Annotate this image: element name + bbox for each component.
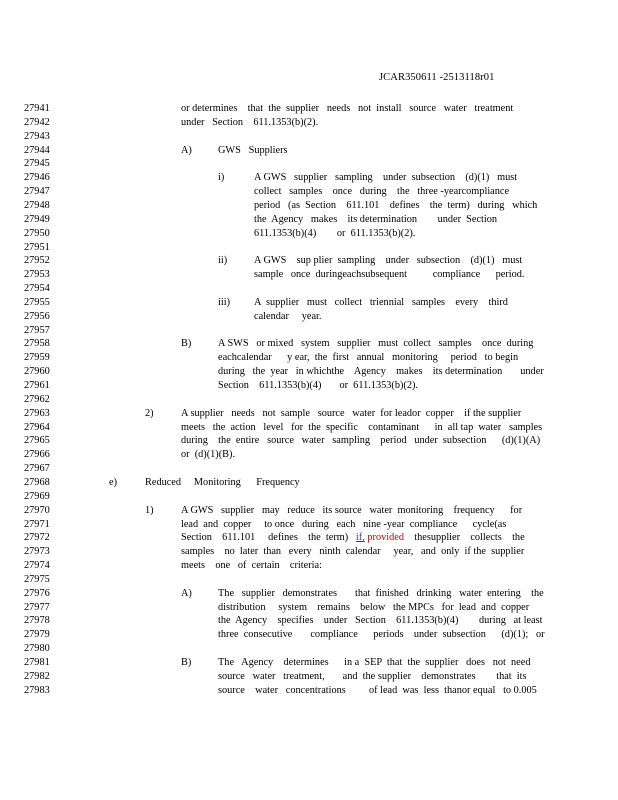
line-text: B) <box>181 338 192 350</box>
line-number: 27961 <box>24 380 50 391</box>
text-line <box>0 573 618 587</box>
text-line <box>0 254 618 268</box>
text-line <box>0 545 618 559</box>
text-line <box>0 421 618 435</box>
line-text: during the year in whichthe Agency makes its determination under <box>218 366 544 378</box>
text-line <box>0 379 618 393</box>
line-text: meets the action level for the specific contaminant in all tap water samples <box>181 421 543 433</box>
line-text: or (d)(1)(B). <box>181 449 236 461</box>
line-number: 27941 <box>24 103 50 114</box>
line-number: 27970 <box>24 504 50 516</box>
line-text: 611.1353(b)(4) or 611.1353(b)(2). <box>254 227 416 239</box>
text-line <box>0 462 618 476</box>
text-line <box>0 656 618 670</box>
line-text: eachcalendar y ear, the first annual monitoring period to begin <box>218 352 519 364</box>
line-text: A) <box>181 144 192 156</box>
text-line <box>0 310 618 324</box>
text-line <box>0 337 618 351</box>
line-number: 27974 <box>24 560 50 572</box>
line-number: 27946 <box>24 172 50 184</box>
line-number: 27966 <box>24 449 50 461</box>
line-number: 27952 <box>24 255 50 267</box>
text-line <box>0 296 618 310</box>
line-text: 1) <box>145 504 154 516</box>
text-line <box>0 407 618 421</box>
line-number: 27976 <box>24 587 50 599</box>
line-text: A) <box>181 587 192 599</box>
line-text: A GWS supplier sampling under subsection (d)(1) must <box>254 172 518 184</box>
line-number: 27957 <box>24 324 50 336</box>
text-line <box>0 324 618 338</box>
line-text: The supplier demonstrates that finished drinking water entering the <box>218 587 544 599</box>
line-text: A GWS sup plier sampling under subsection (d)(1) must <box>254 255 523 267</box>
line-number: 27962 <box>24 393 50 405</box>
line-number: 27943 <box>24 130 50 142</box>
line-text: A SWS or mixed system supplier must collect samples once during <box>218 338 534 350</box>
line-number: 27942 <box>24 116 50 128</box>
line-text: calendar year. <box>254 310 322 322</box>
line-text: Reduced Monitoring Frequency <box>145 476 300 488</box>
line-text: distribution system remains below the MPCs for lead and copper <box>218 601 530 613</box>
line-text: B) <box>181 657 192 668</box>
line-text: three consecutive compliance periods under subsection (d)(1); or <box>218 629 545 641</box>
line-text: collect samples once during the three -yearcompliance <box>254 186 510 198</box>
line-text: under Section 611.1353(b)(2). <box>181 116 319 128</box>
text-line <box>0 434 618 448</box>
text-line <box>0 642 618 656</box>
line-text: e) <box>109 476 117 488</box>
line-number: 27965 <box>24 435 50 447</box>
text-line <box>0 365 618 379</box>
line-text: meets one of certain criteria: <box>181 560 322 572</box>
document-header: JCAR350611 -2513118r01 <box>379 72 495 83</box>
line-number: 27958 <box>24 338 50 350</box>
text-line <box>0 628 618 642</box>
line-text: lead and copper to once during each nine -year compliance cycle(as <box>181 518 507 530</box>
line-number: 27979 <box>24 629 50 641</box>
text-line <box>0 171 618 185</box>
line-text: source water concentrations of lead was less thanor equal to 0.005 <box>218 684 537 696</box>
line-number: 27972 <box>24 532 50 544</box>
inserted-text: if, <box>355 532 365 544</box>
text-line <box>0 601 618 615</box>
line-text: Section 611.1353(b)(4) or 611.1353(b)(2). <box>218 380 418 391</box>
text-line <box>0 587 618 601</box>
text-line <box>0 268 618 282</box>
text-line <box>0 614 618 628</box>
line-text: during the entire source water sampling period under subsection (d)(1)(A) <box>181 435 541 447</box>
line-text: the Agency specifies under Section 611.1353(b)(4) during at least <box>218 615 543 627</box>
line-number: 27982 <box>24 670 50 682</box>
line-number: 27980 <box>24 643 50 655</box>
line-number: 27951 <box>24 241 50 253</box>
text-line <box>0 130 618 144</box>
line-text: A supplier needs not sample source water for leador copper if the supplier <box>181 407 522 419</box>
text-line <box>0 227 618 241</box>
line-number: 27959 <box>24 352 50 364</box>
text-line <box>0 448 618 462</box>
line-number: 27947 <box>24 186 50 198</box>
line-number: 27950 <box>24 227 50 239</box>
line-number: 27978 <box>24 615 50 627</box>
line-number: 27977 <box>24 601 50 613</box>
line-number: 27981 <box>24 657 50 668</box>
line-number: 27949 <box>24 213 50 225</box>
line-number: 27944 <box>24 144 50 156</box>
line-number: 27963 <box>24 407 50 419</box>
text-line <box>0 185 618 199</box>
line-text: A supplier must collect triennial samples every third <box>254 296 508 308</box>
line-text: A GWS supplier may reduce its source water monitoring frequency for <box>181 504 523 516</box>
line-number: 27967 <box>24 463 50 475</box>
text-line <box>0 241 618 255</box>
text-line <box>0 199 618 213</box>
line-number: 27975 <box>24 573 50 585</box>
text-line <box>0 116 618 130</box>
text-line <box>0 531 618 545</box>
deleted-text: provided <box>364 532 404 544</box>
line-text: 2) <box>145 407 154 419</box>
line-text: or determines that the supplier needs not install source water treatment <box>181 103 514 114</box>
text-line <box>0 504 618 518</box>
line-number: 27955 <box>24 296 50 308</box>
text-line <box>0 684 618 698</box>
line-text: The Agency determines in a SEP that the supplier does not need <box>218 657 531 668</box>
line-number: 27945 <box>24 158 50 170</box>
line-text: i) <box>218 172 225 184</box>
line-number: 27969 <box>24 490 50 502</box>
line-text: sample once duringeachsubsequent compliance period. <box>254 269 525 281</box>
line-text: iii) <box>218 296 231 308</box>
line-text: the Agency makes its determination under Section <box>254 213 498 225</box>
line-text: source water treatment, and the supplier demonstrates that its <box>218 670 527 682</box>
text-line <box>0 102 618 116</box>
text-line <box>0 559 618 573</box>
line-text: GWS Suppliers <box>218 144 288 156</box>
line-number: 27953 <box>24 269 50 281</box>
text-line <box>0 476 618 490</box>
text-line <box>0 351 618 365</box>
line-number: 27973 <box>24 546 50 558</box>
text-line <box>0 393 618 407</box>
text-line <box>0 213 618 227</box>
line-number: 27983 <box>24 684 50 696</box>
line-number: 27954 <box>24 283 50 295</box>
line-text: samples no later than every ninth calendar year, and only if the supplier <box>181 546 525 558</box>
line-text: ii) <box>218 255 228 267</box>
text-line <box>0 670 618 684</box>
text-line <box>0 518 618 532</box>
text-line <box>0 157 618 171</box>
text-line <box>0 282 618 296</box>
line-number: 27964 <box>24 421 50 433</box>
text-line <box>0 490 618 504</box>
line-number: 27956 <box>24 310 50 322</box>
line-number: 27971 <box>24 518 50 530</box>
line-text: Section 611.101 defines the term) if, provided thesupplier collects the <box>181 532 525 544</box>
text-line <box>0 144 618 158</box>
line-text: period (as Section 611.101 defines the term) during which <box>254 199 538 211</box>
line-number: 27968 <box>24 476 50 488</box>
line-number: 27960 <box>24 366 50 378</box>
line-number: 27948 <box>24 199 50 211</box>
